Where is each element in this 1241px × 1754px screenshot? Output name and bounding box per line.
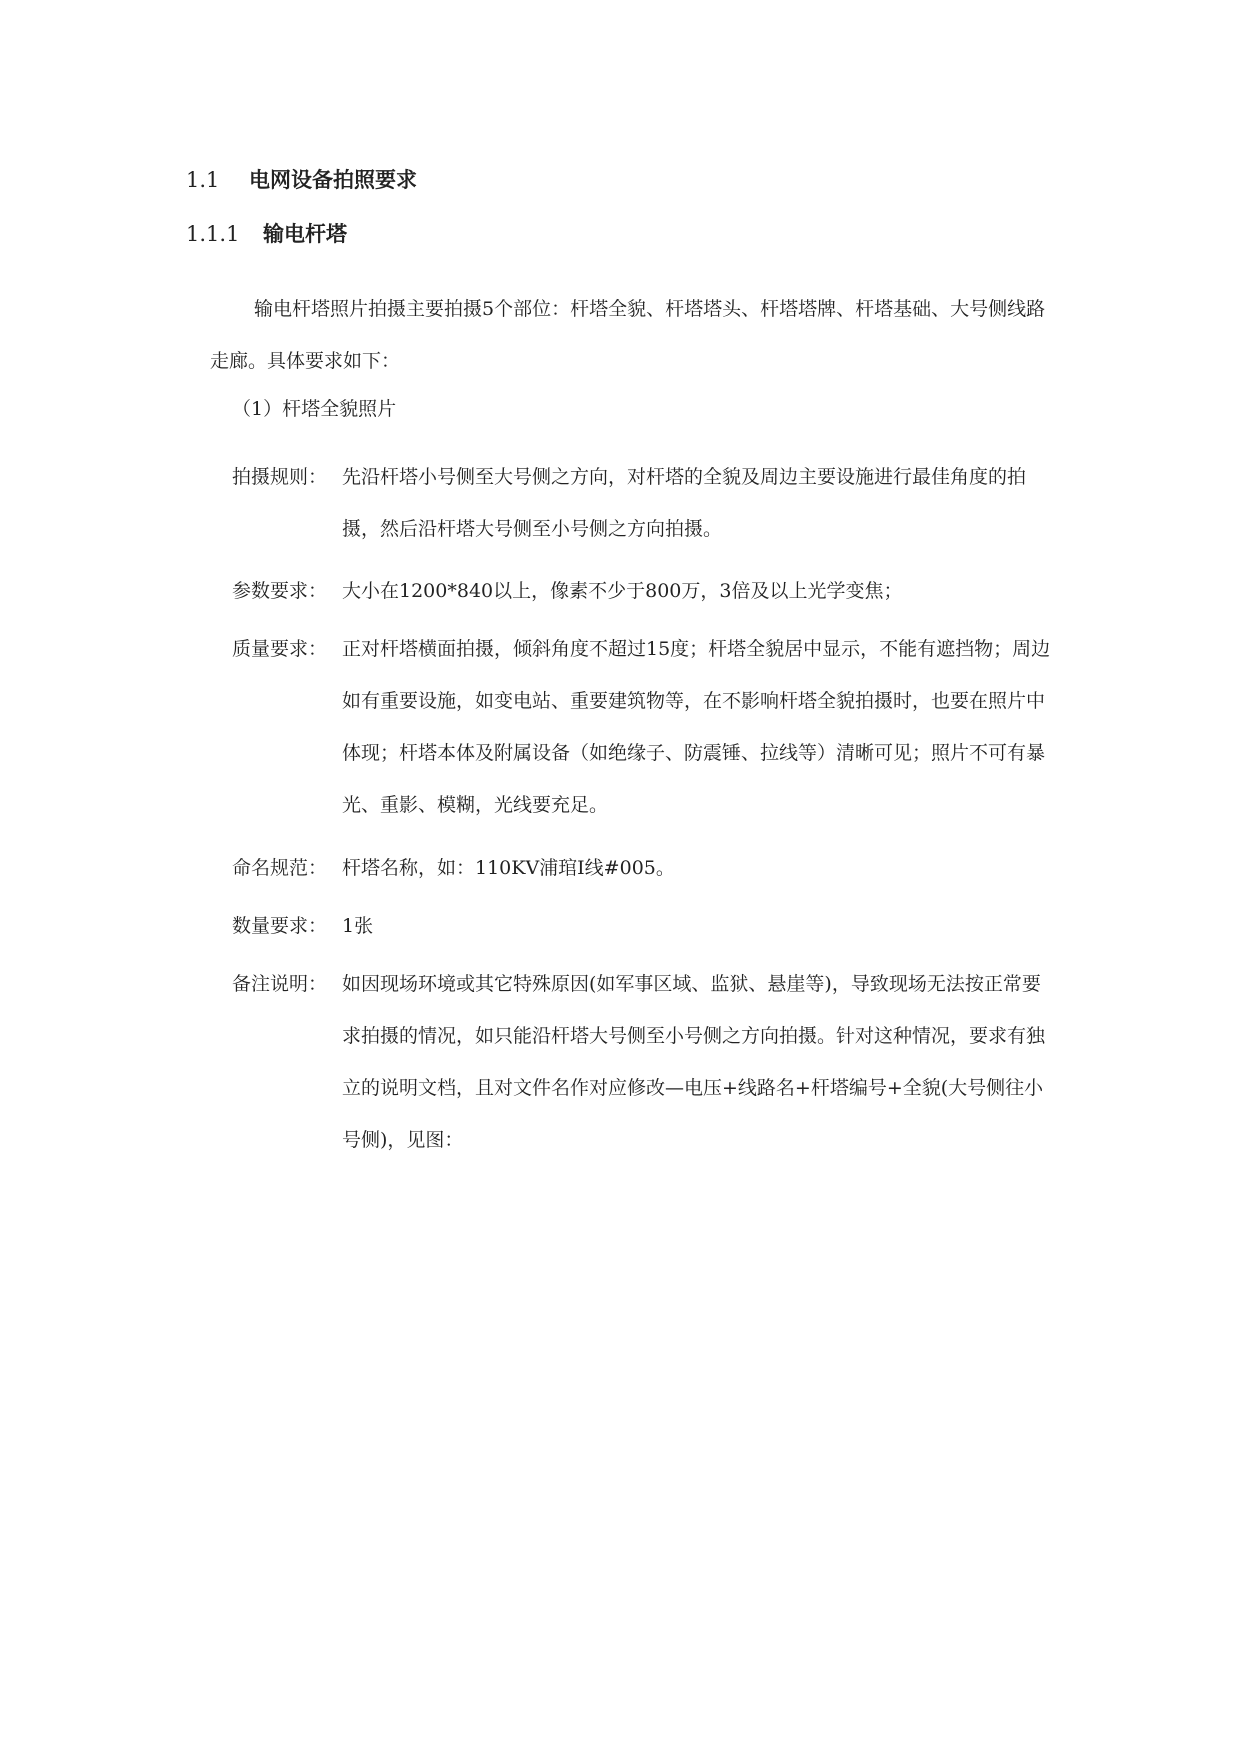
intro-paragraph: 输电杆塔照片拍摄主要拍摄5个部位：杆塔全貌、杆塔塔头、杆塔塔牌、杆塔基础、大号侧线路走廊。具体要求如下： bbox=[210, 298, 1046, 372]
subsection-heading bbox=[186, 219, 347, 249]
rule-label: 参数要求： bbox=[232, 580, 328, 602]
rule-label: 数量要求： bbox=[232, 915, 328, 937]
rule-shooting bbox=[232, 451, 1052, 555]
rule-parameters bbox=[232, 565, 1052, 617]
rule-remarks bbox=[232, 958, 1052, 1166]
rule-label: 质量要求： bbox=[232, 638, 328, 660]
rule-label: 备注说明： bbox=[232, 973, 328, 995]
subsection-title: 输电杆塔 bbox=[263, 221, 347, 246]
rule-text: 大小在1200*840以上，像素不少于800万，3倍及以上光学变焦； bbox=[342, 580, 903, 602]
rule-text: 正对杆塔横面拍摄，倾斜角度不超过15度；杆塔全貌居中显示，不能有遮挡物；周边如有重要设施，如变电站、重要建筑物等，在不影响杆塔全貌拍摄时，也要在照片中体现；杆塔本体及附属设备（如绝缘子、防震锤、拉线等）清晰可见；照片不可有暴光、重影、模糊，光线要充足。 bbox=[342, 638, 1051, 816]
rule-naming bbox=[232, 842, 1052, 894]
rule-quality bbox=[232, 623, 1052, 831]
rule-label: 命名规范： bbox=[232, 857, 328, 879]
rule-text: 如因现场环境或其它特殊原因(如军事区域、监狱、悬崖等)，导致现场无法按正常要求拍摄的情况，如只能沿杆塔大号侧至小号侧之方向拍摄。针对这种情况，要求有独立的说明文档，且对文件名作对应修改—电压+线路名+杆塔编号+全貌(大号侧往小号侧)，见图： bbox=[342, 973, 1046, 1151]
rule-label: 拍摄规则： bbox=[232, 466, 328, 488]
subsection-number: 1.1.1 bbox=[186, 222, 240, 246]
rule-quantity bbox=[232, 900, 1052, 952]
section-number: 1.1 bbox=[186, 168, 220, 192]
rule-text: 杆塔名称，如：110KV浦琯I线#005。 bbox=[342, 857, 675, 879]
rule-text: 先沿杆塔小号侧至大号侧之方向，对杆塔的全貌及周边主要设施进行最佳角度的拍摄，然后沿杆塔大号侧至小号侧之方向拍摄。 bbox=[342, 466, 1027, 540]
item-heading: （1）杆塔全貌照片 bbox=[232, 398, 397, 420]
section-heading bbox=[186, 165, 417, 195]
rule-text: 1张 bbox=[342, 915, 374, 937]
section-title: 电网设备拍照要求 bbox=[249, 167, 417, 192]
